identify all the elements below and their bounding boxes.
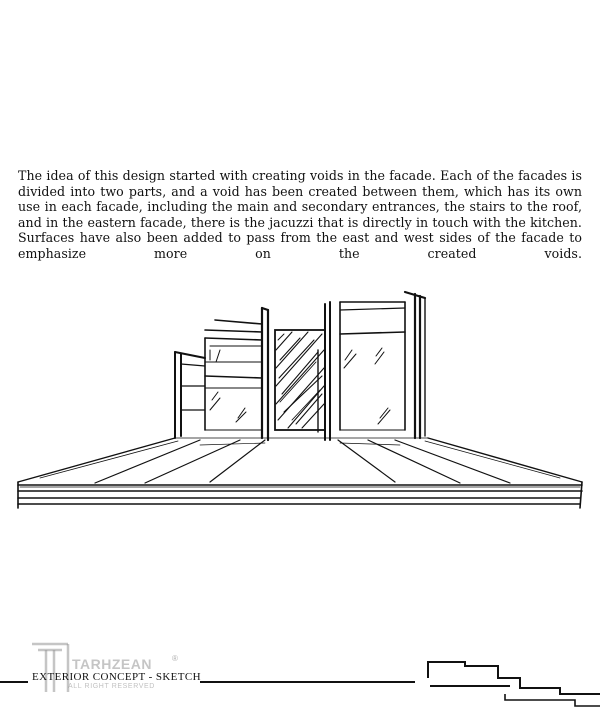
right-void-panel [318, 302, 330, 440]
logo-rights: ALL RIGHT RESERVED [68, 683, 155, 690]
exterior-concept-sketch [0, 290, 600, 520]
logo-registered-mark: ® [172, 654, 178, 663]
sketch-caption: EXTERIOR CONCEPT - SKETCH [32, 671, 201, 683]
base-platform [18, 482, 582, 508]
right-frame [405, 292, 425, 438]
logo-name: TARHZEAN [72, 656, 152, 672]
left-frame [175, 352, 205, 438]
left-block [205, 320, 262, 430]
platform-deck [18, 438, 582, 483]
left-tall-panel [262, 308, 268, 440]
design-description: The idea of this design started with creating voids in the facade. Each of the facades is divided into two parts, and a void has been created between them, which has its own use in each facade, including the main and secondary entrances, the stairs to the roof, and in the eastern facade, there is the jacuzzi that is directly in touch with the kitchen. Surfaces have also been added to pass from the east and west sides of the facade to emphasize more on the created voids. [18, 168, 582, 261]
right-block [340, 302, 405, 430]
